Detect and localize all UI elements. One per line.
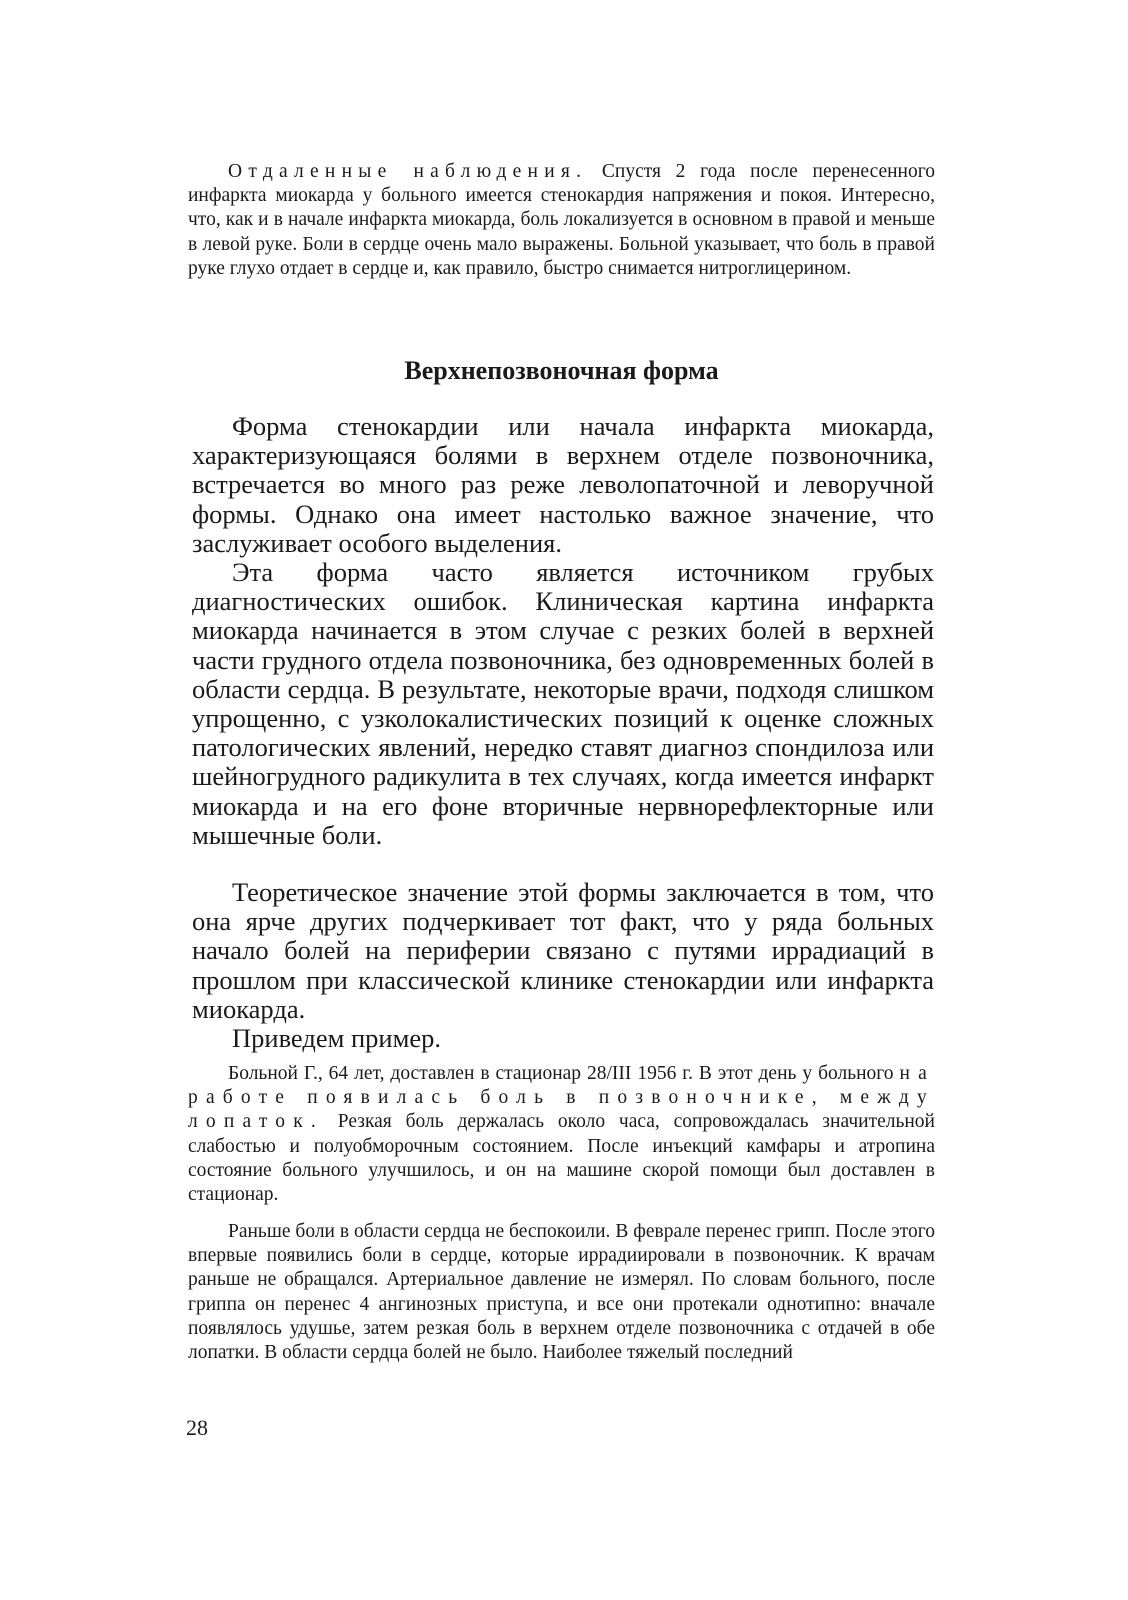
body-paragraph-2: Эта форма часто является источником грубых диагностических ошибок. Клиническая картина инфаркта миокарда начинается в этом случае с резких болей в верхней части грудного отдела позвоночника, без одновременных болей в области сердца. В результате, некоторые врачи, подходя слишком упрощенно, с узколокалистических позиций к оценке сложных патологических явлений, нередко ставят диагноз спондилоза или шейногрудного радикулита в тех случаях, когда имеется инфаркт миокарда и на его фоне вторичные нервнорефлекторные или мышечные боли. [192,557,934,850]
case-text-2: Резкая боль держалась около часа, сопровождалась значительной слабостью и полуобморочным состоянием. После инъекций камфары и атропина состояние больного улучшилось, и он на машине скорой помощи был доставлен в стационар. [188,1111,935,1206]
page-number: 28 [186,1415,208,1440]
case-text-1: Больной Г., 64 лет, доставлен в стационар 28/III 1956 г. В этот день у больного [228,1063,900,1084]
body-paragraph-3: Теоретическое значение этой формы заключается в том, что она ярче других подчеркивает тот факт, что у ряда больных начало болей на периферии связано с путями иррадиаций в прошлом при классической клинике стенокардии или инфаркта миокарда. [192,877,934,1024]
body-paragraph-4: Приведем пример. [232,1023,441,1053]
case-paragraph-1 [188,1062,935,1207]
body-paragraph-1: Форма стенокардии или начала инфаркта миокарда, характеризующаяся болями в верхнем отделе позвоночника, встречается во много раз реже леволопаточной и леворучной формы. Однако она имеет настолько важное значение, что заслуживает особого выделения. [192,411,934,558]
case-text-spaced: на работе появилась боль в позвоночнике, между лопаток. [188,1063,935,1133]
follow-up-text: Спустя 2 года после перенесенного инфаркта миокарда у больного имеется стенокардия напряжения и покоя. Интересно, что, как и в начале инфаркта миокарда, боль локализуется в основном в правой и меньше в левой руке. Боли в сердце очень мало выражены. Больной указывает, что боль в правой руке глухо отдает в сердце и, как правило, быстро снимается нитроглицерином. [188,161,936,279]
follow-up-lead: Отдаленные наблюдения. [228,161,588,182]
case-paragraph-2: Раньше боли в области сердца не беспокоили. В феврале перенес грипп. После этого впервые появились боли в сердце, которые иррадиировали в позвоночник. К врачам раньше не обращался. Артериальное давление не измерял. По словам больного, после гриппа он перенес 4 ангинозных приступа, и все они протекали однотипно: вначале появлялось удушье, затем резкая боль в верхнем отделе позвоночника с отдачей в обе лопатки. В области сердца болей не было. Наиболее тяжелый последний [188,1221,935,1364]
section-heading: Верхнепозвоночная форма [404,356,719,385]
follow-up-paragraph [188,160,935,281]
